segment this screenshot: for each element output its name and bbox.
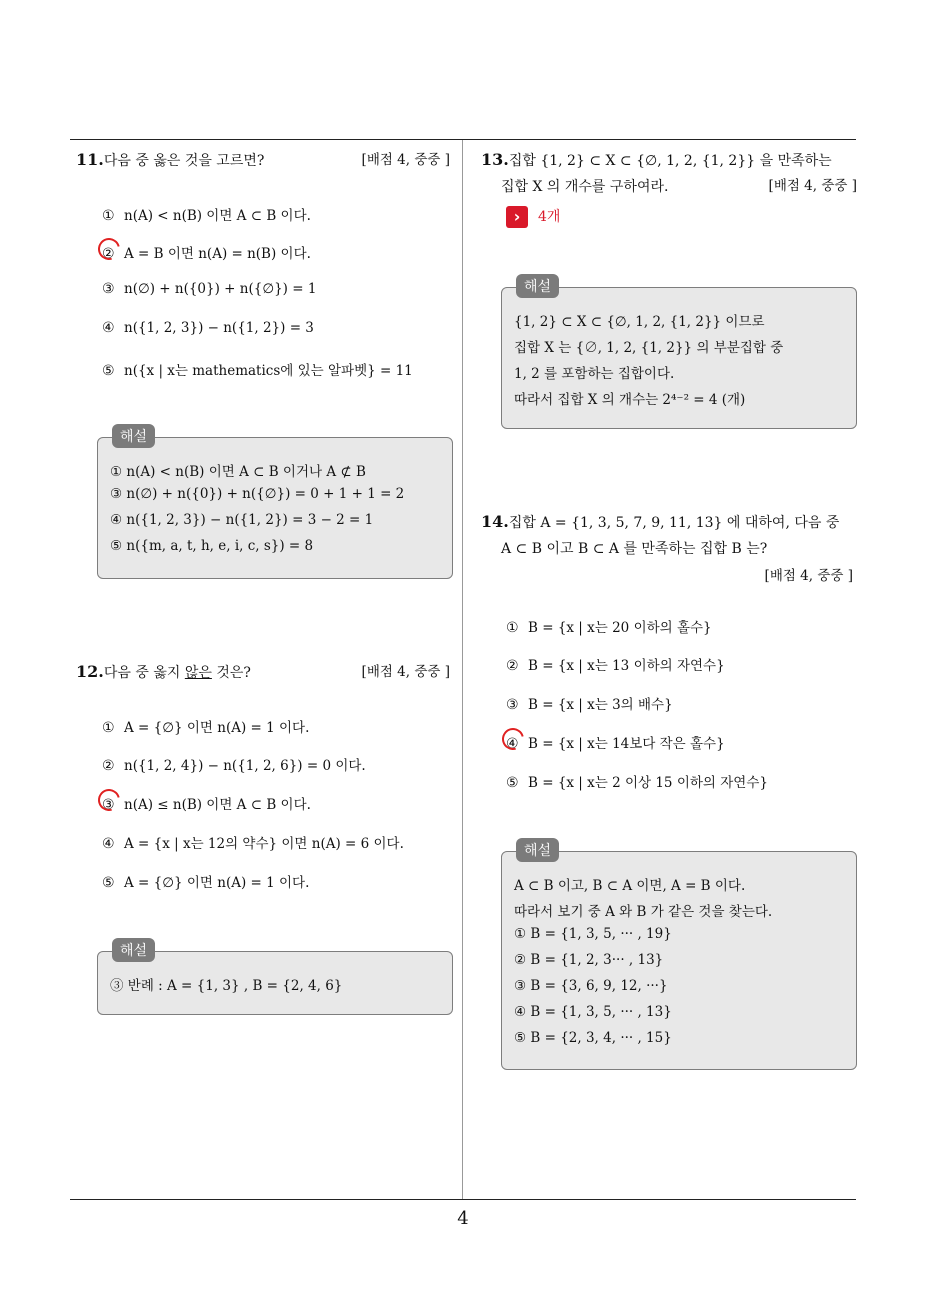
solution-line: ③ n(∅) + n({0}) + n({∅}) = 0 + 1 + 1 = 2 [110, 486, 405, 502]
solution-line: ④ B = {1, 3, 5, ··· , 13} [514, 1004, 672, 1020]
column-divider [462, 140, 463, 1200]
question-14-number: 14. [481, 512, 509, 531]
choice-number: ② [506, 658, 519, 674]
solution-tag: 해설 [112, 938, 155, 962]
question-14-line-2: A ⊂ B 이고 B ⊂ A 를 만족하는 집합 B 는? [501, 541, 768, 557]
question-14-text: 집합 A = {1, 3, 5, 7, 9, 11, 13} 에 대하여, 다음 중 [508, 515, 840, 531]
choice-text: n({1, 2, 4}) − n({1, 2, 6}) = 0 이다. [124, 758, 366, 774]
choice-text: A = B 이면 n(A) = n(B) 이다. [124, 246, 311, 262]
question-13-text: 집합 {1, 2} ⊂ X ⊂ {∅, 1, 2, {1, 2}} 을 만족하는 [508, 153, 832, 169]
choice-number: ② [102, 758, 115, 774]
q14-choice-3[interactable] [506, 693, 673, 713]
choice-text: A = {x | x는 12의 약수} 이면 n(A) = 6 이다. [124, 836, 404, 852]
question-12-points: [배점 4, 중중 ] [361, 664, 450, 680]
choice-number: ④ [102, 836, 115, 852]
question-12 [76, 660, 450, 685]
choice-text: A = {∅} 이면 n(A) = 1 이다. [124, 720, 310, 736]
q12-choice-3[interactable] [102, 793, 311, 813]
question-13-points: [배점 4, 중중 ] [768, 178, 857, 194]
question-12-text-before: 다음 중 옳지 [103, 665, 185, 681]
choice-number: ① [102, 208, 115, 224]
question-13-solution-box [501, 279, 857, 429]
q12-choice-5[interactable] [102, 871, 309, 891]
choice-text: B = {x | x는 14보다 작은 홀수} [528, 736, 725, 752]
bottom-rule [70, 1199, 856, 1200]
q14-choice-1[interactable] [506, 616, 712, 636]
q12-choice-1[interactable] [102, 716, 309, 736]
choice-text: B = {x | x는 20 이하의 홀수} [528, 620, 712, 636]
choice-text: n(∅) + n({0}) + n({∅}) = 1 [124, 281, 317, 297]
question-13-number: 13. [481, 150, 509, 169]
question-12-text-after: 것은? [211, 665, 251, 681]
choice-number: ③ [506, 697, 519, 713]
question-11-points: [배점 4, 중중 ] [361, 152, 450, 168]
q12-choice-4[interactable] [102, 832, 404, 852]
q12-choice-2[interactable] [102, 754, 366, 774]
question-11 [76, 148, 450, 173]
question-13-answer: 4개 [538, 209, 561, 225]
choice-text: B = {x | x는 2 이상 15 이하의 자연수} [528, 775, 768, 791]
choice-number: ⑤ [102, 875, 115, 891]
question-13 [481, 148, 857, 199]
choice-number: ④ [506, 736, 519, 752]
solution-line: ③ 반례 : A = {1, 3} , B = {2, 4, 6} [110, 978, 343, 994]
q11-choice-4[interactable] [102, 320, 314, 336]
choice-text: A = {∅} 이면 n(A) = 1 이다. [124, 875, 310, 891]
solution-line: A ⊂ B 이고, B ⊂ A 이면, A = B 이다. [514, 878, 746, 894]
solution-line: 집합 X 는 {∅, 1, 2, {1, 2}} 의 부분집합 중 [514, 340, 784, 356]
question-14-line-1 [481, 510, 857, 535]
question-14-points: [배점 4, 중중 ] [764, 568, 853, 584]
choice-number: ② [102, 246, 115, 262]
solution-tag: 해설 [516, 838, 559, 862]
question-13-line-1 [481, 148, 857, 173]
choice-number: ③ [102, 281, 115, 297]
choice-number: ③ [102, 797, 115, 813]
question-12-solution-box [97, 943, 453, 1015]
q11-choice-5[interactable] [102, 359, 413, 379]
choice-text: n(A) ≤ n(B) 이면 A ⊂ B 이다. [124, 797, 311, 813]
solution-line: 따라서 집합 X 의 개수는 2⁴⁻² = 4 (개) [514, 392, 746, 408]
choice-text: n(A) < n(B) 이면 A ⊂ B 이다. [124, 208, 311, 224]
solution-line: 1, 2 를 포함하는 집합이다. [514, 366, 675, 382]
page-number: 4 [457, 1208, 469, 1229]
solution-line: {1, 2} ⊂ X ⊂ {∅, 1, 2, {1, 2}} 이므로 [514, 314, 765, 330]
solution-tag: 해설 [516, 274, 559, 298]
solution-line: ⑤ B = {2, 3, 4, ··· , 15} [514, 1030, 672, 1046]
choice-text: n({1, 2, 3}) − n({1, 2}) = 3 [124, 320, 314, 336]
choice-number: ⑤ [102, 363, 115, 379]
choice-text: B = {x | x는 13 이하의 자연수} [528, 658, 725, 674]
question-14 [481, 510, 857, 584]
solution-line: 따라서 보기 중 A 와 B 가 같은 것을 찾는다. [514, 904, 773, 920]
question-14-solution-box [501, 843, 857, 1070]
choice-number: ④ [102, 320, 115, 336]
q11-choice-2[interactable] [102, 242, 311, 262]
q11-choice-1[interactable] [102, 204, 311, 224]
choice-number: ① [102, 720, 115, 736]
choice-number: ① [506, 620, 519, 636]
q11-choice-3[interactable] [102, 281, 316, 297]
q14-choice-4[interactable] [506, 732, 725, 752]
question-11-solution-box [97, 429, 453, 579]
question-13-line-2: 집합 X 의 개수를 구하여라. [501, 179, 669, 195]
solution-line: ⑤ n({m, a, t, h, e, i, c, s}) = 8 [110, 538, 314, 554]
solution-tag: 해설 [112, 424, 155, 448]
solution-line: ① B = {1, 3, 5, ··· , 19} [514, 926, 672, 942]
choice-number: ⑤ [506, 775, 519, 791]
solution-line: ① n(A) < n(B) 이면 A ⊂ B 이거나 A ⊄ B [110, 464, 366, 480]
question-12-underlined-word: 않은 [184, 665, 212, 681]
top-rule [70, 139, 856, 140]
solution-line: ② B = {1, 2, 3··· , 13} [514, 952, 664, 968]
choice-text: n({x | x는 mathematics에 있는 알파벳} = 11 [124, 363, 413, 379]
q14-choice-2[interactable] [506, 654, 725, 674]
choice-text: B = {x | x는 3의 배수} [528, 697, 673, 713]
question-11-number: 11. [76, 150, 104, 169]
solution-line: ③ B = {3, 6, 9, 12, ···} [514, 978, 668, 994]
question-12-number: 12. [76, 662, 104, 681]
q14-choice-5[interactable] [506, 771, 768, 791]
question-11-text: 다음 중 옳은 것을 고르면? [103, 153, 265, 169]
answer-arrow-icon: › [506, 206, 528, 228]
solution-line: ④ n({1, 2, 3}) − n({1, 2}) = 3 − 2 = 1 [110, 512, 374, 528]
